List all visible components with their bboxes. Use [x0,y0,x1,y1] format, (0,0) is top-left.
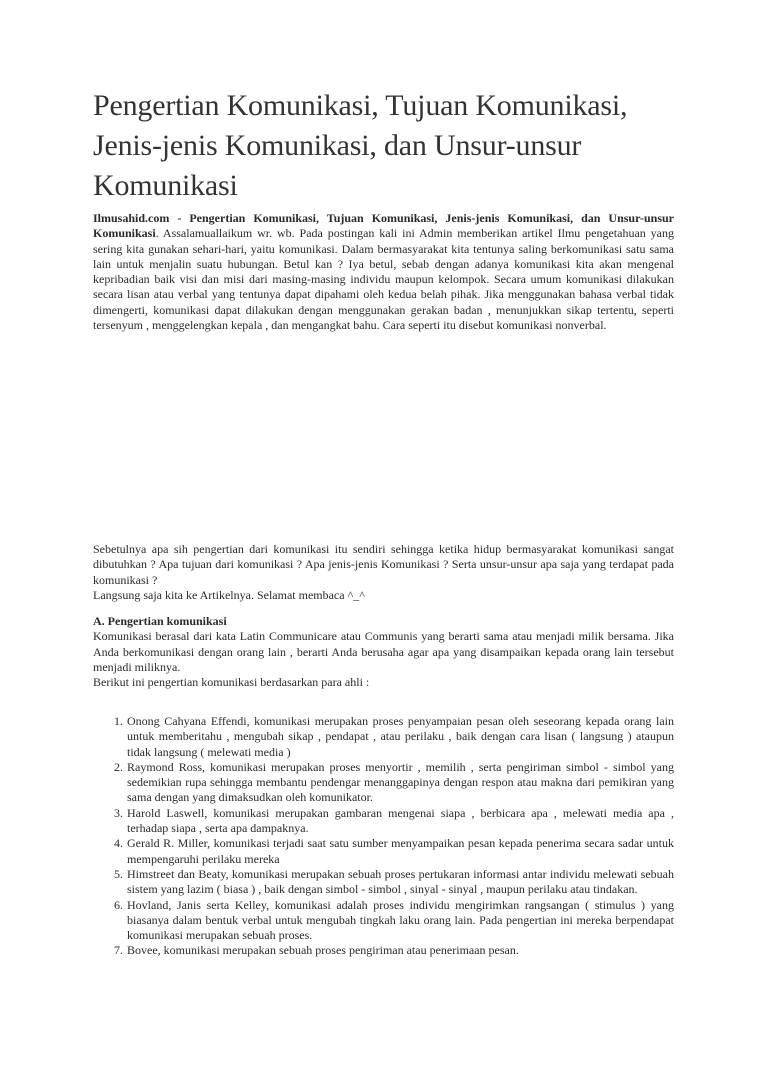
list-item-text: Hovland, Janis serta Kelley, komunikasi adalah proses individu mengirimkan rangsangan ( stimulus ) yang biasanya dalam bentuk verbal untuk mengubah tingkah laku orang lain. Pada pengertian ini mereka berpendapat komunikasi merupakan sebuah proses. [127,897,674,943]
section-paragraph: Komunikasi berasal dari kata Latin Communicare atau Communis yang berarti sama atau menjadi milik bersama. Jika Anda berkomunikasi dengan orang lain , berarti Anda berusaha agar apa yang disampaikan kepada orang lain tersebut menjadi miliknya. [93,629,674,674]
list-item-text: Gerald R. Miller, komunikasi terjadi saat satu sumber menyampaikan pesan kepada penerima secara sadar untuk mempengaruhi perilaku mereka [127,836,674,866]
intro-body: . Assalamuallaikum wr. wb. Pada postingan kali ini Admin memberikan artikel Ilmu pengetahuan yang sering kita gunakan sehari-hari, yaitu komunikasi. Dalam bermasyarakat kita tentunya saling berkomunikasi satu sama lain untuk menjalin suatu hubungan. Betul kan ? Iya betul, sebab dengan adanya komunikasi kita akan mengenal kepribadian baik visi dan misi dari masing-masing individu maupun kelompok. Secara umum komunikasi dilakukan secara lisan atau verbal yang tentunya dapat dipahami oleh kedua belah pihak. Jika menggunakan bahasa verbal tidak dimengerti, komunikasi dapat dilakukan dengan menggunakan gerakan badan , menunjukkan sikap tertentu, seperti tersenyum , menggelengkan kepala , dan mengangkat bahu. Cara seperti itu disebut komunikasi nonverbal. [93,226,674,333]
list-number: 6. [114,897,123,912]
list-number: 1. [114,714,123,728]
list-number: 4. [114,836,123,851]
section-a [93,614,674,690]
intro-paragraph [93,211,674,333]
list-item-text: Bovee, komunikasi merupakan sebuah proses pengiriman atau penerimaan pesan. [127,943,519,958]
section-heading: A. Pengertian komunikasi [93,614,227,628]
list-item [93,898,674,944]
list-number: 7. [114,943,123,958]
list-item-text: Raymond Ross, komunikasi merupakan proses menyortir , memilih , serta pengiriman simbol - simbol yang sedemikian rupa sehingga membantu pendengar menanggapinya dengan respon atau makna dari pemikiran yang sama dengan yang dimaksudkan oleh komunikator. [127,759,674,805]
list-item [93,714,674,760]
list-item-text: Harold Laswell, komunikasi merupakan gambaran mengenai siapa , berbicara apa , melewati media apa , terhadap siapa , serta apa dampaknya. [127,805,674,836]
list-item [93,806,674,837]
list-number: 3. [114,805,123,820]
page-title: Pengertian Komunikasi, Tujuan Komunikasi, Jenis-jenis Komunikasi, dan Unsur-unsur Komunikasi [93,89,628,202]
expert-definitions-list [93,714,674,959]
question-text: Sebetulnya apa sih pengertian dari komunikasi itu sendiri sehingga ketika hidup bermasyarakat komunikasi sangat dibutuhkan ? Apa tujuan dari komunikasi ? Apa jenis-jenis Komunikasi ? Serta unsur-unsur apa saja yang terdapat pada komunikasi ? [93,542,674,587]
list-item [93,943,674,958]
closing-text: Langsung saja kita ke Artikelnya. Selamat membaca ^_^ [93,587,365,602]
list-item-text: Himstreet dan Beaty, komunikasi merupakan sebuah proses pertukaran informasi antar individu melewati sebuah sistem yang lazim ( biasa ) , baik dengan simbol - simbol , sinyal - sinyal , maupun perilaku atau tindakan. [127,866,674,897]
intro-lead: Ilmusahid.com - Pengertian Komunikasi, Tujuan Komunikasi, Jenis-jenis Komunikasi, dan Unsur-unsur Komunikasi [93,211,674,241]
list-item [93,836,674,867]
list-item [93,760,674,806]
list-item-text: Onong Cahyana Effendi, komunikasi merupakan proses penyampaian pesan oleh seseorang kepada orang lain untuk memberitahu , mengubah sikap , pendapat , atau perilaku , baik dengan cara lisan ( langsung ) ataupun tidak langsung ( melewati media ) [127,714,674,759]
list-item [93,867,674,898]
list-number: 5. [114,866,123,881]
list-number: 2. [114,759,123,774]
list-intro: Berikut ini pengertian komunikasi berdasarkan para ahli : [93,675,370,690]
question-paragraph [93,542,674,603]
